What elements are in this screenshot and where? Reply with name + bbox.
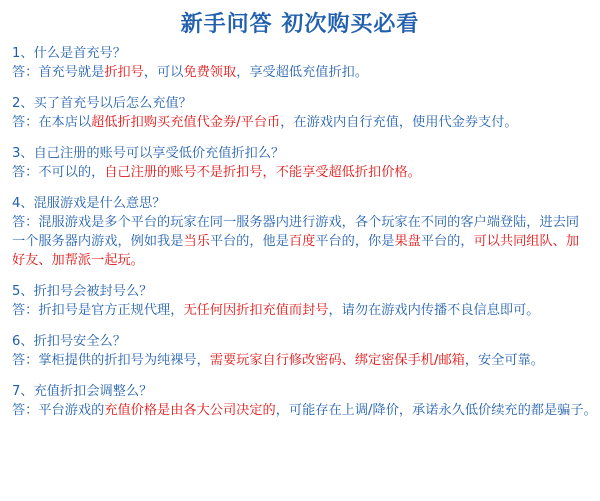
answer-highlight: 需要玩家自行修改密码、绑定密保手机/邮箱 <box>209 353 465 368</box>
answer-text: 答：混服游戏是多个平台的玩家在同一服务器内进行游戏，各个玩家在不同的客户端登陆，进去同一个服务器内游戏，例如我是 <box>12 215 580 249</box>
faq-item <box>12 382 597 420</box>
answer-text: 答：不可以的， <box>12 165 105 180</box>
answer-highlight: 免费领取 <box>183 65 237 80</box>
faq-item <box>12 144 590 182</box>
answer-text: 平台的，他是 <box>209 234 289 249</box>
answer-text: 答：平台游戏的 <box>12 403 105 418</box>
answer-highlight: 百度 <box>288 234 316 249</box>
answer-text: 答：首充号就是 <box>12 65 105 80</box>
answer-highlight: 无任何因折扣充值而封号 <box>183 303 329 318</box>
answer-highlight: 果盘 <box>394 234 421 249</box>
faq-item <box>12 44 590 82</box>
faq-question: 2、买了首充号以后怎么充值？ <box>12 96 192 111</box>
faq-answer <box>12 401 597 420</box>
faq-answer <box>12 301 590 320</box>
answer-text: 答：在本店以 <box>12 115 92 130</box>
faq-question: 5、折扣号会被封号么？ <box>12 284 153 299</box>
faq-list <box>0 44 600 420</box>
answer-text: ，享受超低充值折扣。 <box>236 65 369 80</box>
faq-answer <box>12 213 590 270</box>
answer-text: ，安全可靠。 <box>464 353 544 368</box>
answer-text: ，可能存在上调/降价，承诺永久低价续充的都是骗子。 <box>275 403 597 418</box>
answer-text: ，在游戏内自行充值，使用代金券支付。 <box>280 115 518 130</box>
faq-item <box>12 332 590 370</box>
answer-highlight: 自己注册的账号不是折扣号，不能享受超低折扣价格。 <box>104 165 421 180</box>
faq-item <box>12 194 590 270</box>
faq-question: 6、折扣号安全么？ <box>12 334 126 349</box>
faq-question: 3、自己注册的账号可以享受低价充值折扣么？ <box>12 146 285 161</box>
faq-question: 4、混服游戏是什么意思？ <box>12 196 166 211</box>
answer-text: 答：折扣号是官方正规代理， <box>12 303 184 318</box>
answer-text: ，请勿在游戏内传播不良信息即可。 <box>328 303 540 318</box>
answer-highlight: 超低折扣购买充值代金券/平台币 <box>91 115 281 130</box>
answer-highlight: 可以共同组队、加好友、加帮派一起玩。 <box>12 234 580 268</box>
answer-highlight: 充值价格是由各大公司决定的 <box>104 403 276 418</box>
faq-question: 1、什么是首充号？ <box>12 46 126 61</box>
answer-highlight: 折扣号 <box>104 65 144 80</box>
answer-text: 平台的， <box>420 234 474 249</box>
faq-answer <box>12 63 590 82</box>
faq-answer <box>12 163 590 182</box>
faq-question: 7、充值折扣会调整么？ <box>12 384 153 399</box>
page-title: 新手问答 初次购买必看 <box>180 12 420 37</box>
faq-answer <box>12 113 590 132</box>
answer-highlight: 当乐 <box>183 234 210 249</box>
answer-text: 平台的，你是 <box>315 234 395 249</box>
faq-answer <box>12 351 590 370</box>
answer-text: 答：掌柜提供的折扣号为纯裸号， <box>12 353 210 368</box>
faq-item <box>12 282 590 320</box>
faq-item <box>12 94 590 132</box>
answer-text: ，可以 <box>143 65 184 80</box>
